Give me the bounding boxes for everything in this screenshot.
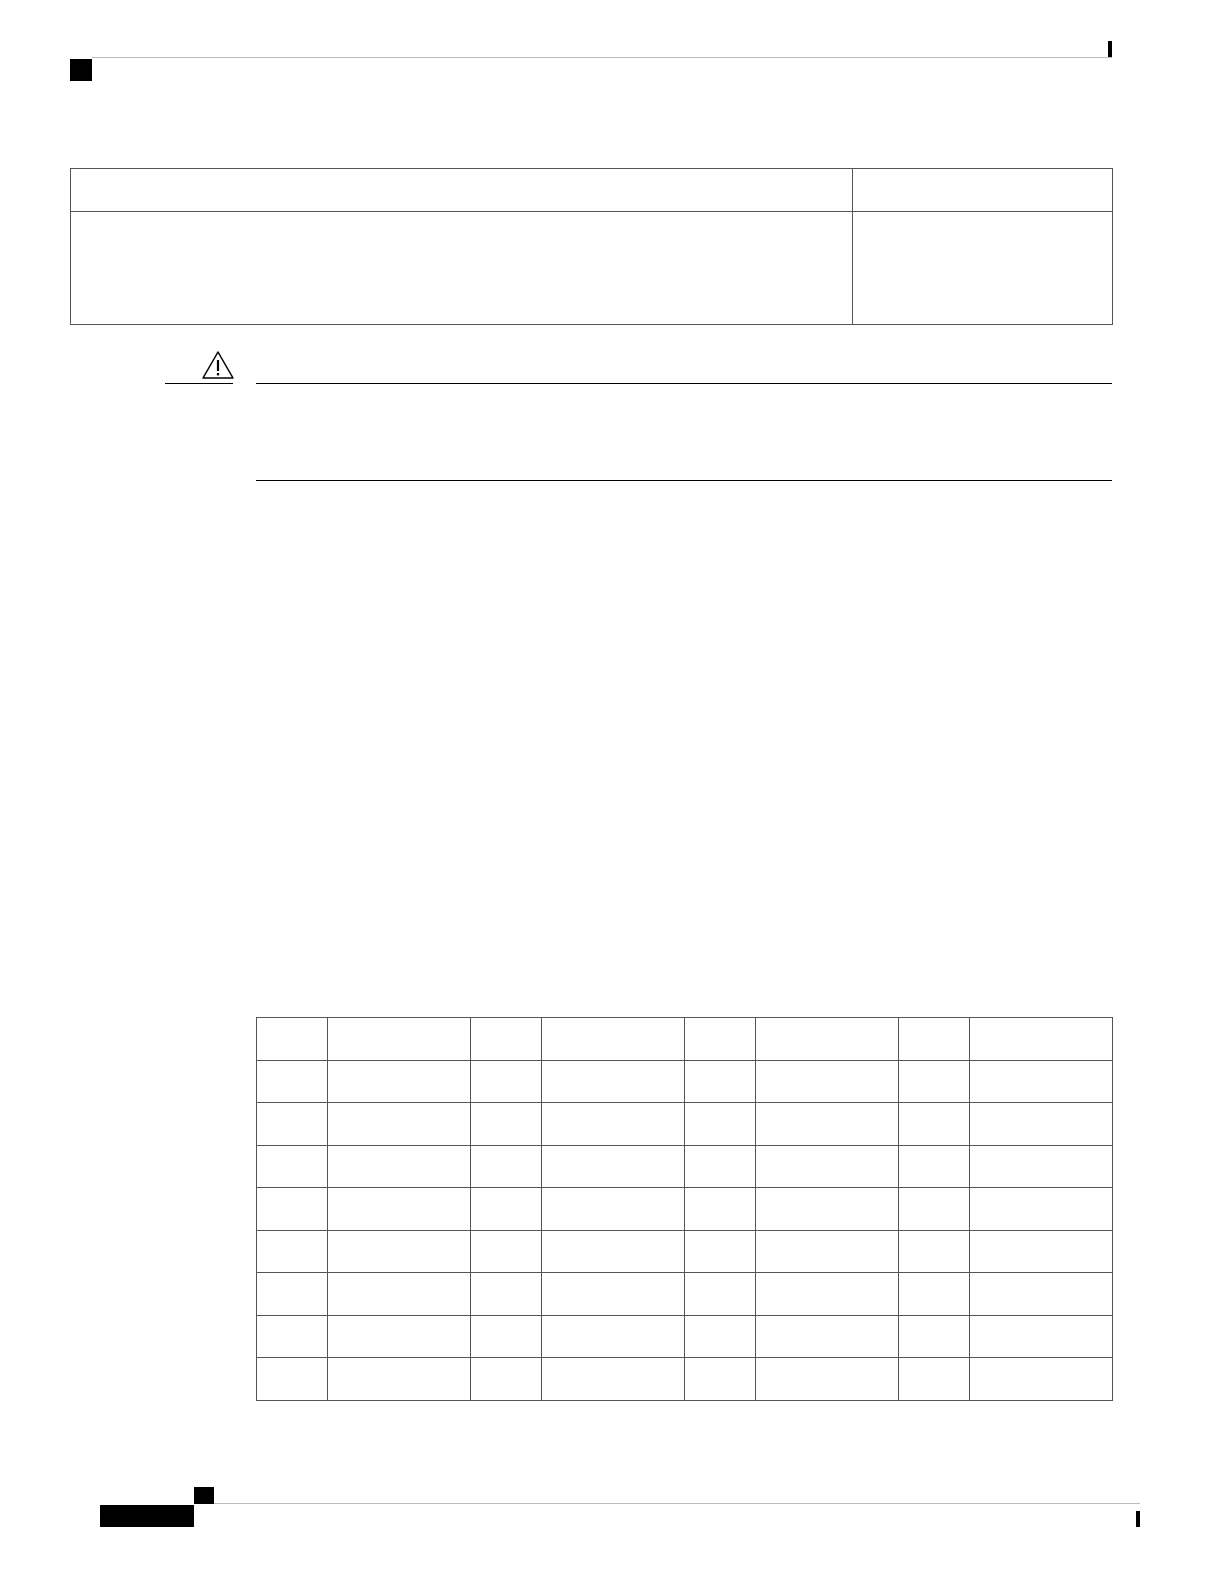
table-cell (471, 1358, 542, 1401)
table-cell (542, 1273, 685, 1316)
table-cell (471, 1103, 542, 1146)
table-cell (970, 1188, 1113, 1231)
table-header-cell (471, 1018, 542, 1061)
table-row (257, 1315, 1113, 1358)
table-row (257, 1188, 1113, 1231)
table-cell (756, 1230, 899, 1273)
table-cell (756, 1060, 899, 1103)
table-cell (853, 212, 1113, 325)
table-cell (970, 1315, 1113, 1358)
table-cell (542, 1315, 685, 1358)
table-header-cell (899, 1018, 970, 1061)
table-cell (685, 1060, 756, 1103)
table-cell (257, 1273, 328, 1316)
table-row (257, 1103, 1113, 1146)
table-cell (328, 1060, 471, 1103)
table-cell (328, 1315, 471, 1358)
table-cell (328, 1230, 471, 1273)
table-cell (685, 1315, 756, 1358)
table-cell (685, 1358, 756, 1401)
table-cell (257, 1060, 328, 1103)
table-cell (542, 1188, 685, 1231)
table-cell (257, 1358, 328, 1401)
table-cell (899, 1145, 970, 1188)
table-cell (257, 1230, 328, 1273)
table-cell (542, 1230, 685, 1273)
footer-page-marker (194, 1487, 214, 1504)
table-cell (257, 1188, 328, 1231)
table-header-cell (71, 169, 853, 212)
table-cell (328, 1145, 471, 1188)
warning-triangle-icon (201, 350, 235, 380)
table-cell (899, 1103, 970, 1146)
table-cell (899, 1273, 970, 1316)
header-chapter-tab (70, 59, 92, 81)
table-cell (756, 1188, 899, 1231)
table-row (257, 1273, 1113, 1316)
table-cell (542, 1145, 685, 1188)
table-row (257, 1230, 1113, 1273)
table-header-cell (970, 1018, 1113, 1061)
caution-bottom-rule (256, 480, 1112, 481)
table-cell (756, 1103, 899, 1146)
table-cell (542, 1103, 685, 1146)
table-cell (328, 1103, 471, 1146)
table-cell (471, 1188, 542, 1231)
table-cell (970, 1103, 1113, 1146)
table-header-cell (542, 1018, 685, 1061)
table-cell (471, 1315, 542, 1358)
table-cell (970, 1273, 1113, 1316)
table-header-cell (853, 169, 1113, 212)
table-cell (899, 1188, 970, 1231)
caution-label-rule (165, 383, 233, 384)
table-cell (970, 1060, 1113, 1103)
table-cell (471, 1145, 542, 1188)
table-row (257, 1145, 1113, 1188)
table-cell (542, 1060, 685, 1103)
top-table (70, 168, 1113, 325)
table-cell (471, 1230, 542, 1273)
table-cell (257, 1315, 328, 1358)
table-header-row (71, 169, 1113, 212)
table-cell (899, 1358, 970, 1401)
table-cell (328, 1273, 471, 1316)
table-cell (471, 1273, 542, 1316)
table-cell (328, 1188, 471, 1231)
footer-rule (194, 1503, 1140, 1504)
table-cell (685, 1145, 756, 1188)
table-cell (685, 1103, 756, 1146)
table-cell (685, 1230, 756, 1273)
table-cell (756, 1145, 899, 1188)
table-header-cell (257, 1018, 328, 1061)
table-cell (756, 1273, 899, 1316)
table-cell (970, 1358, 1113, 1401)
table-row (257, 1060, 1113, 1103)
table-row (71, 212, 1113, 325)
table-header-cell (328, 1018, 471, 1061)
table-cell (970, 1145, 1113, 1188)
table-cell (756, 1358, 899, 1401)
table-cell (257, 1145, 328, 1188)
table-cell (970, 1230, 1113, 1273)
table-cell (328, 1358, 471, 1401)
table-cell (257, 1103, 328, 1146)
table-header-row (257, 1018, 1113, 1061)
grid-table (256, 1017, 1113, 1401)
table-cell (899, 1315, 970, 1358)
table-cell (685, 1273, 756, 1316)
table-row (257, 1358, 1113, 1401)
header-rule (92, 57, 1112, 58)
footer-page-tab (100, 1505, 194, 1527)
header-page-marker (1108, 41, 1112, 57)
footer-edge-marker (1136, 1511, 1140, 1527)
table-header-cell (685, 1018, 756, 1061)
table-cell (899, 1230, 970, 1273)
table-cell (685, 1188, 756, 1231)
table-cell (756, 1315, 899, 1358)
table-header-cell (756, 1018, 899, 1061)
caution-top-rule (256, 383, 1112, 384)
table-cell (471, 1060, 542, 1103)
table-cell (71, 212, 853, 325)
table-cell (899, 1060, 970, 1103)
table-cell (542, 1358, 685, 1401)
